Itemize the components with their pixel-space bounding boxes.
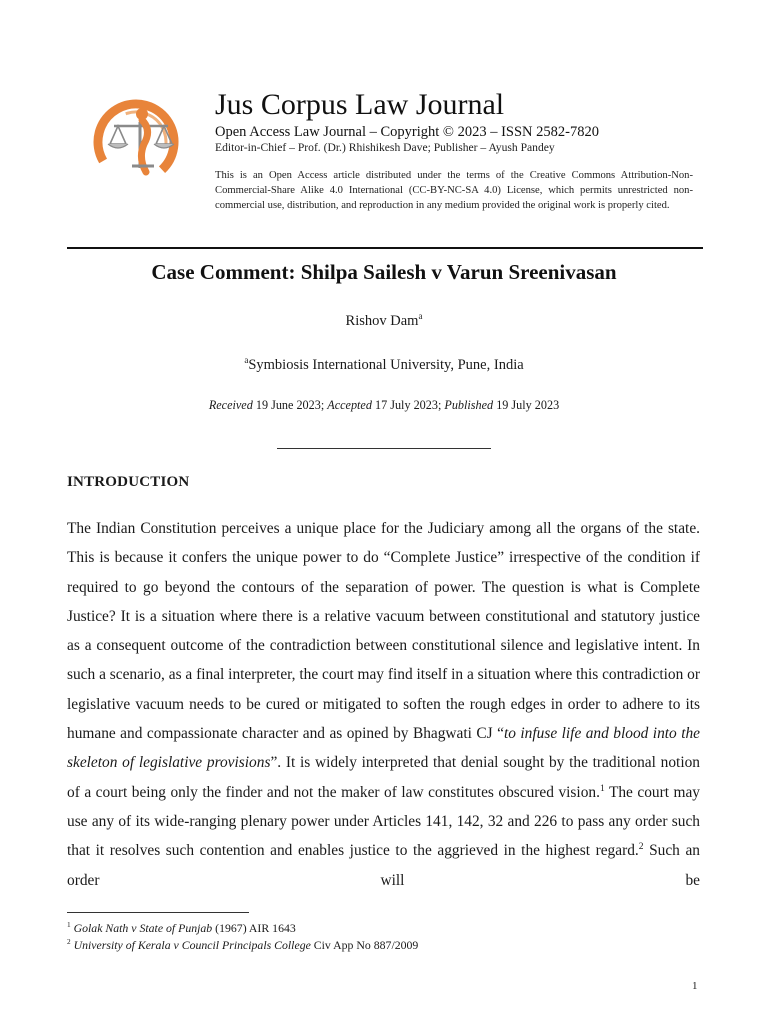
footnote-number: 1: [67, 920, 71, 930]
body-paragraph: [67, 514, 700, 895]
quotation: to infuse life and blood into the skeleton of legislative provisions: [67, 725, 701, 772]
affiliation-line: [0, 357, 768, 374]
footnote-2: [67, 937, 418, 954]
journal-logo: [92, 96, 188, 192]
affiliation: Symbiosis International University, Pune, India: [248, 357, 524, 373]
paragraph-text: ”. It is widely interpreted that denial sought by the traditional notion of a court being only the finder and not the maker of law constitutes obscured vision.: [67, 754, 700, 801]
footnote-case: Golak Nath v State of Punjab: [73, 921, 213, 935]
scales-of-justice-icon: [92, 96, 188, 192]
affiliation-superscript: a: [244, 355, 249, 366]
accepted-label: Accepted: [327, 398, 372, 412]
page-number: 1: [692, 980, 698, 992]
published-date: 19 July 2023: [496, 398, 560, 412]
footnote-cite: Civ App No 887/2009: [310, 938, 419, 952]
header-divider: [67, 247, 703, 249]
license-notice: This is an Open Access article distributed under the terms of the Creative Commons Attribution-Non-Commercial-Share Alike 4.0 International (CC-BY-NC-SA 4.0) License, which permits unrestricted non-commercial use, distribution, and reproduction in any medium provided the original work is properly cited.: [215, 170, 693, 211]
publication-dates: [0, 398, 768, 413]
paragraph-text: The Indian Constitution perceives a unique place for the Judiciary among all the organs of the state. This is because it confers the unique power to do “Complete Justice” irrespective of the condition if required to go beyond the contours of the separation of power. The question is what is Complete Justice? It is a situation where there is a relative vacuum between constitutional and statutory justice as a consequent outcome of the contradiction between constitutional silence and legislative intent. In such a scenario, as a final interpreter, the court may find itself in a situation where this contradiction or legislative vacuum needs to be cured or mitigated to soften the rough edges in order to adhere to its humane and compassionate character and as opined by Bhagwati CJ “: [67, 520, 700, 743]
section-divider: [277, 448, 491, 449]
author-name: Rishov Dam: [345, 313, 419, 329]
accepted-date: 17 July 2023;: [374, 398, 445, 412]
received-label: Received: [208, 398, 253, 412]
journal-subtitle: Open Access Law Journal – Copyright © 2023 – ISSN 2582-7820: [215, 124, 599, 140]
footnote-divider: [67, 912, 249, 913]
footnote-1: [67, 920, 418, 937]
footnote-ref-2[interactable]: 2: [638, 841, 644, 853]
received-date: 19 June 2023;: [255, 398, 328, 412]
article-title: Case Comment: Shilpa Sailesh v Varun Sreenivasan: [151, 260, 617, 284]
footnote-case: University of Kerala v Council Principals College: [73, 938, 311, 952]
published-label: Published: [444, 398, 494, 412]
section-heading: INTRODUCTION: [67, 474, 190, 490]
footnotes: [67, 920, 418, 954]
author-superscript: a: [418, 311, 423, 322]
paragraph-text: The court may use any of its wide-ranging plenary power under Articles 141, 142, 32 and 226 to pass any order such that it resolves such contention and enables justice to the aggrieved in the highest regard.: [67, 783, 700, 860]
footnote-cite: (1967) AIR 1643: [212, 921, 296, 935]
editor-line: Editor-in-Chief – Prof. (Dr.) Rhishikesh Dave; Publisher – Ayush Pandey: [215, 141, 555, 154]
journal-title: Jus Corpus Law Journal: [215, 88, 505, 121]
footnote-ref-1[interactable]: 1: [599, 782, 605, 794]
footnote-number: 2: [67, 937, 71, 947]
paragraph-text: Such an order will be: [67, 842, 700, 889]
author-line: [0, 313, 768, 330]
